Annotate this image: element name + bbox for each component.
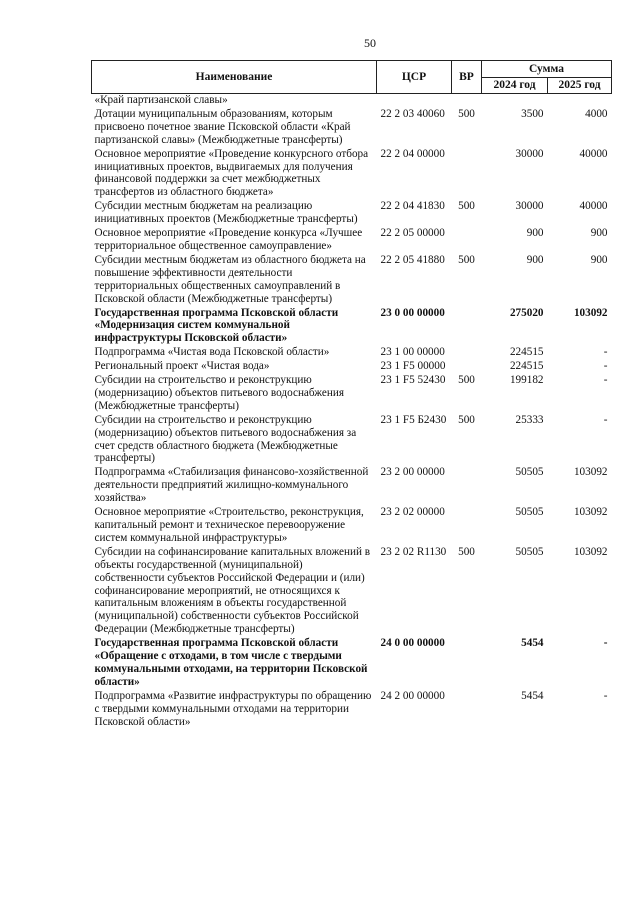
row-vr: 500 <box>458 413 475 426</box>
row-vr <box>452 360 482 374</box>
row-sum-2025: 103092 <box>573 306 608 319</box>
row-sum-2024: 5454 <box>521 637 544 650</box>
page-number: 50 <box>364 36 376 50</box>
table-row <box>92 254 612 307</box>
row-csr: 23 2 02 00000 <box>380 506 445 519</box>
row-name: Субсидии местным бюджетам из областного бюджета на повышение эффективности деятельности территориальных общественных самоуправлений в Псковской области (Межбюджетные трансферты) <box>94 253 366 305</box>
table-row <box>92 148 612 201</box>
row-name: Субсидии на строительство и реконструкцию (модернизацию) объектов питьевого водоснабжения (Межбюджетные трансферты) <box>94 374 344 412</box>
row-sum-2025: - <box>603 637 608 650</box>
row-vr <box>452 637 482 690</box>
row-sum-2025: 900 <box>590 227 608 240</box>
row-sum-2025: 103092 <box>573 466 608 479</box>
row-vr: 500 <box>458 200 475 213</box>
row-vr <box>452 466 482 506</box>
row-vr <box>452 227 482 254</box>
row-vr: 500 <box>458 374 475 387</box>
row-csr: 22 2 04 00000 <box>380 147 445 160</box>
row-name: Основное мероприятие «Проведение конкурса «Лучшее территориальное общественное самоуправление» <box>94 227 363 252</box>
row-name: Дотации муниципальным образованиям, которым присвоено почетное звание Псковской области «Край партизанской славы» (Межбюджетные трансферты) <box>94 107 351 146</box>
row-vr <box>452 506 482 546</box>
row-sum-2025: - <box>603 374 608 387</box>
row-vr: 500 <box>458 107 475 120</box>
row-sum-2024: 900 <box>526 253 544 266</box>
row-sum-2025: - <box>603 346 608 359</box>
row-csr <box>377 94 452 108</box>
row-vr: 500 <box>458 545 475 558</box>
row-sum-2024: 224515 <box>509 346 544 359</box>
table-row <box>92 307 612 347</box>
row-name: Подпрограмма «Стабилизация финансово-хозяйственной деятельности предприятий жилищно-коммунального хозяйства» <box>94 466 369 505</box>
table-row <box>92 374 612 414</box>
row-csr: 22 2 05 00000 <box>380 227 445 240</box>
table-row <box>92 346 612 360</box>
row-sum-2025: 40000 <box>579 200 608 213</box>
table-row <box>92 466 612 506</box>
row-sum-2025 <box>548 94 612 108</box>
table-row <box>92 414 612 467</box>
row-sum-2024: 50505 <box>515 466 544 479</box>
table-row <box>92 690 612 730</box>
row-sum-2024: 25333 <box>515 413 544 426</box>
budget-table <box>91 60 612 730</box>
table-row <box>92 637 612 690</box>
row-sum-2024: 3500 <box>521 107 544 120</box>
row-csr: 23 1 F5 00000 <box>380 360 446 373</box>
row-sum-2025: - <box>603 413 608 426</box>
row-csr: 23 1 F5 52430 <box>380 374 446 387</box>
row-sum-2024: 224515 <box>509 360 544 373</box>
row-name: Подпрограмма «Развитие инфраструктуры по обращению с твердыми коммунальными отходами на территории Псковской области» <box>94 689 372 728</box>
row-csr: 22 2 03 40060 <box>380 107 445 120</box>
row-name: Государственная программа Псковской области «Модернизация систем коммунальной инфраструктуры Псковской области» <box>94 306 339 345</box>
row-vr <box>452 148 482 201</box>
header-name: Наименование <box>92 61 377 94</box>
row-sum-2025: 103092 <box>573 545 608 558</box>
row-sum-2025: - <box>603 360 608 373</box>
row-vr <box>452 346 482 360</box>
row-name: Региональный проект «Чистая вода» <box>94 360 270 373</box>
row-vr: 500 <box>458 253 475 266</box>
row-sum-2024: 900 <box>526 227 544 240</box>
row-sum-2024: 275020 <box>509 306 544 319</box>
row-csr: 23 0 00 00000 <box>380 306 445 319</box>
row-vr <box>452 94 482 108</box>
row-name: Основное мероприятие «Проведение конкурсного отбора инициативных проектов, выдвигаемых для получения финансовой поддержки за счет межбюджетных трансфертов из областного бюджета» <box>94 147 369 199</box>
table-body <box>92 94 612 730</box>
table-row <box>92 506 612 546</box>
header-year-2024: 2024 год <box>482 78 548 94</box>
row-sum-2025: 103092 <box>573 506 608 519</box>
row-name: Субсидии на строительство и реконструкцию (модернизацию) объектов питьевого водоснабжения за счет средств областного бюджета (Межбюджетные трансферты) <box>94 413 357 465</box>
row-csr: 22 2 05 41880 <box>380 253 445 266</box>
table-row <box>92 200 612 227</box>
row-name: «Край партизанской славы» <box>94 94 228 106</box>
table-row <box>92 108 612 148</box>
row-sum-2024: 30000 <box>515 200 544 213</box>
row-vr <box>452 690 482 730</box>
row-csr: 23 1 F5 Б2430 <box>380 413 447 426</box>
row-sum-2024: 50505 <box>515 506 544 519</box>
header-csr: ЦСР <box>377 61 452 94</box>
row-sum-2024: 199182 <box>509 374 544 387</box>
table-row <box>92 546 612 637</box>
header-vr: ВР <box>452 61 482 94</box>
header-year-2025: 2025 год <box>548 78 612 94</box>
row-csr: 24 2 00 00000 <box>380 689 445 702</box>
row-csr: 23 2 00 00000 <box>380 466 445 479</box>
row-name: Государственная программа Псковской области «Обращение с отходами, в том числе с твердыми коммунальными отходами, на территории Псковской области» <box>94 637 368 688</box>
table-row <box>92 360 612 374</box>
row-sum-2024: 5454 <box>521 689 544 702</box>
row-name: Субсидии на софинансирование капитальных вложений в объекты государственной (муниципальной) собственности субъектов Российской Федерации и (или) софинансирование мероприятий, не относящихся к капитальным вложениям в объекты государственной (муниципальной) собственности субъектов Российской Федерации (Межбюджетные трансферты) <box>94 545 371 636</box>
row-name: Субсидии местным бюджетам на реализацию инициативных проектов (Межбюджетные трансферты) <box>94 200 358 226</box>
row-csr: 23 2 02 R1130 <box>380 545 447 558</box>
row-name: Основное мероприятие «Строительство, реконструкция, капитальный ремонт и техническое перевооружение систем коммунальной инфраструктуры» <box>94 506 364 544</box>
row-csr: 22 2 04 41830 <box>380 200 445 213</box>
header-sum: Сумма <box>482 61 612 78</box>
row-sum-2025: 40000 <box>579 147 608 160</box>
table-row <box>92 227 612 254</box>
table-row <box>92 94 612 108</box>
row-sum-2025: 900 <box>590 253 608 266</box>
row-sum-2025: 4000 <box>585 107 608 120</box>
row-vr <box>452 307 482 347</box>
row-csr: 23 1 00 00000 <box>380 346 445 359</box>
row-sum-2024: 50505 <box>515 545 544 558</box>
row-sum-2025: - <box>603 689 608 702</box>
row-sum-2024 <box>482 94 548 108</box>
row-sum-2024: 30000 <box>515 147 544 160</box>
row-csr: 24 0 00 00000 <box>380 637 445 650</box>
row-name: Подпрограмма «Чистая вода Псковской области» <box>94 346 330 359</box>
table-header <box>92 61 612 94</box>
